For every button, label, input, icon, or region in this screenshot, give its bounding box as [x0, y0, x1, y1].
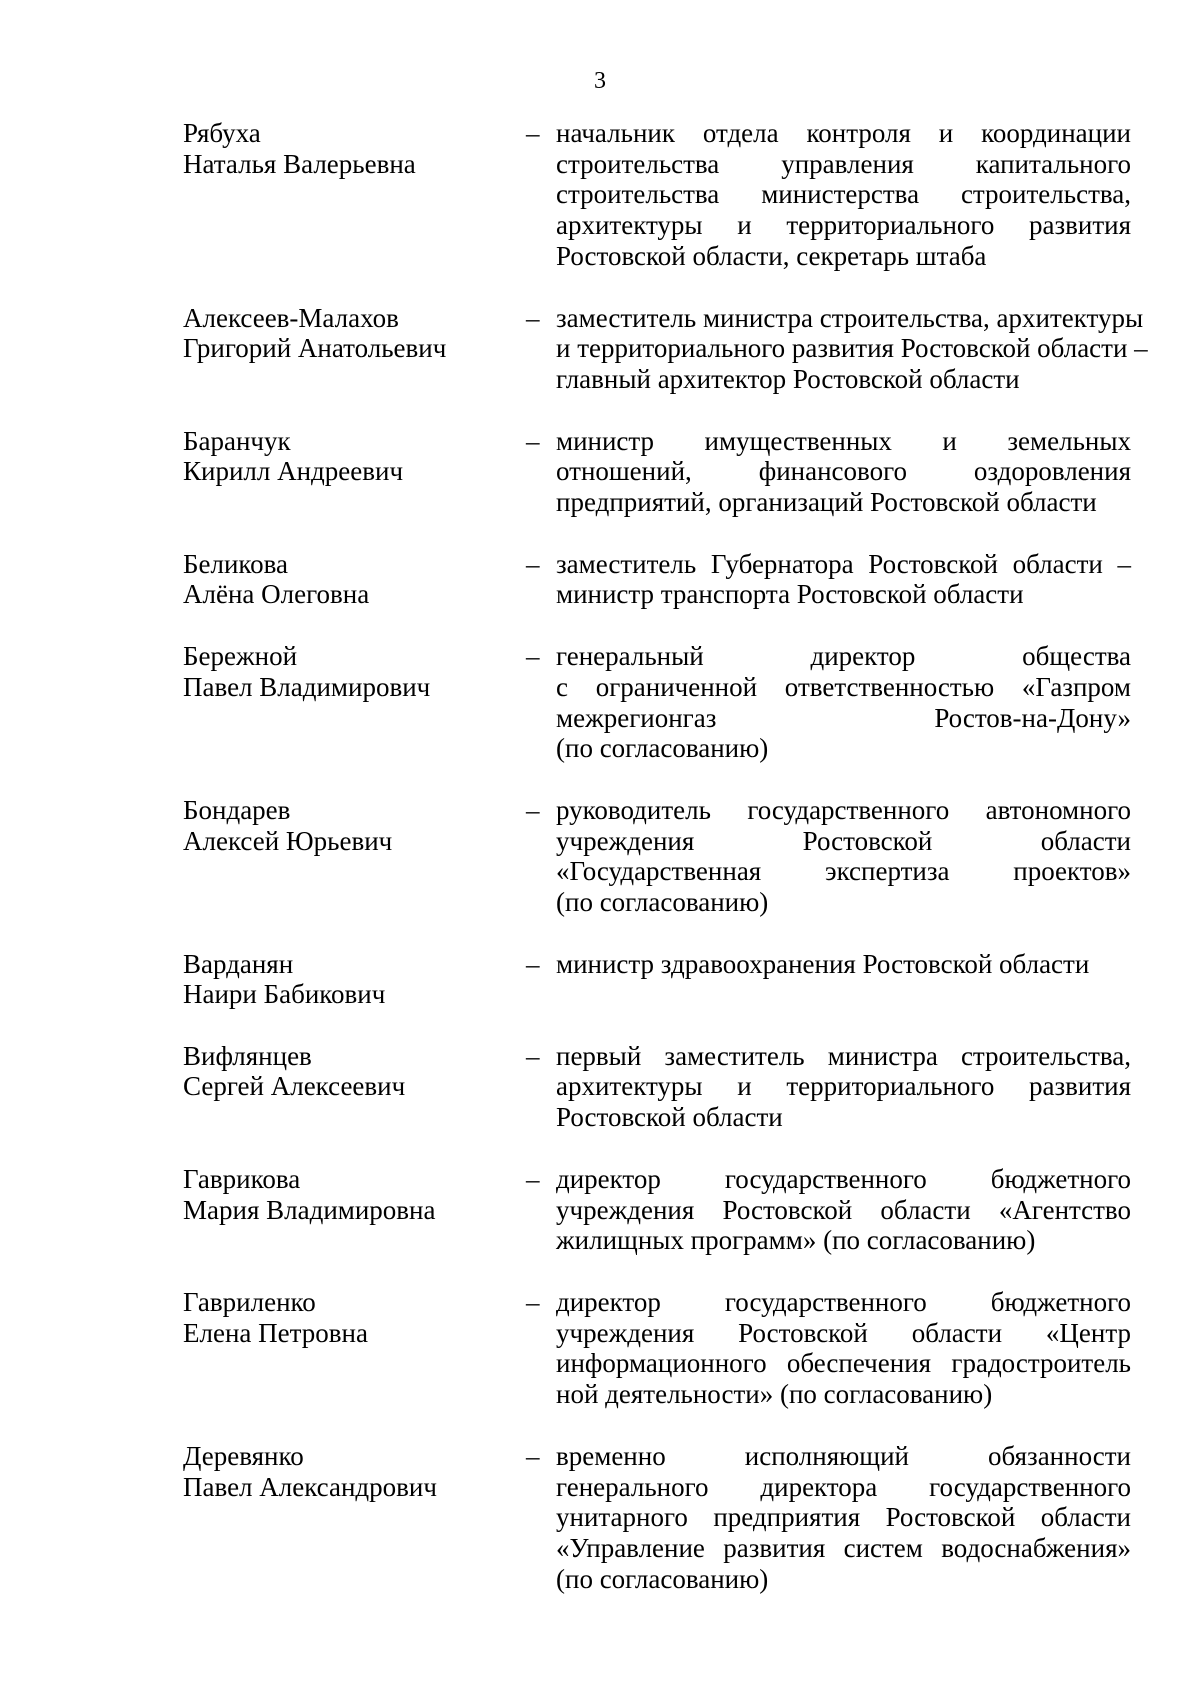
given-names: Павел Александрович	[183, 1471, 437, 1502]
description-line: заместитель министра строительства, архитектуры	[556, 302, 1144, 333]
description-line: строительства управления капитального	[556, 148, 1131, 179]
description-line: и территориального развития Ростовской области –	[556, 333, 1148, 364]
given-names: Наталья Валерьевна	[183, 148, 416, 179]
dash-separator: –	[526, 118, 540, 148]
description-line: (по согласованию)	[556, 887, 769, 918]
given-names: Сергей Алексеевич	[183, 1071, 406, 1102]
description-line: генеральный директор общества	[556, 641, 1131, 672]
staff-entry	[0, 1441, 1200, 1595]
dash-separator: –	[526, 948, 540, 979]
given-names: Елена Петровна	[183, 1317, 368, 1348]
page-number: 3	[594, 68, 606, 94]
description-line: строительства министерства строительства,	[556, 179, 1131, 210]
description-line: директор государственного бюджетного	[556, 1286, 1131, 1317]
position-description	[556, 302, 1148, 395]
description-line: руководитель государственного автономного	[556, 794, 1131, 825]
person-name	[183, 949, 503, 1010]
staff-entry	[0, 118, 1200, 272]
staff-entry	[0, 303, 1200, 395]
description-line: «Государственная экспертиза проектов»	[556, 856, 1131, 887]
given-names: Алёна Олеговна	[183, 579, 370, 610]
person-name	[183, 303, 503, 364]
description-line: учреждения Ростовской области	[556, 825, 1131, 856]
dash-separator: –	[526, 1040, 540, 1071]
description-line: Ростовской области	[556, 1102, 783, 1133]
dash-separator: –	[526, 794, 540, 825]
position-description	[556, 118, 1131, 272]
surname: Баранчук	[183, 425, 291, 456]
surname: Варданян	[183, 948, 294, 979]
staff-entry	[0, 949, 1200, 1010]
person-name	[183, 1287, 503, 1348]
position-description	[556, 641, 1131, 764]
description-line: «Управление развития систем водоснабжения»	[556, 1532, 1131, 1563]
dash-separator: –	[526, 548, 540, 579]
description-line: с ограниченной ответственностью «Газпром	[556, 671, 1131, 702]
staff-entry	[0, 549, 1200, 610]
dash-separator: –	[526, 302, 540, 333]
person-name	[183, 1041, 503, 1102]
position-description	[556, 1164, 1131, 1256]
staff-entry	[0, 795, 1200, 918]
person-name	[183, 795, 503, 856]
staff-entry	[0, 1041, 1200, 1133]
staff-member-list	[0, 118, 1200, 1625]
dash-separator: –	[526, 1286, 540, 1317]
position-description	[556, 1441, 1131, 1595]
description-line: заместитель Губернатора Ростовской области –	[556, 548, 1131, 579]
description-line: министр имущественных и земельных	[556, 425, 1131, 456]
position-description	[556, 426, 1131, 518]
surname: Беликова	[183, 548, 289, 579]
given-names: Кирилл Андреевич	[183, 456, 404, 487]
description-line: ной деятельности» (по согласованию)	[556, 1379, 993, 1410]
person-name	[183, 426, 503, 487]
person-name	[183, 549, 503, 610]
description-line: министр транспорта Ростовской области	[556, 579, 1024, 610]
position-description	[556, 549, 1131, 610]
given-names: Григорий Анатольевич	[183, 333, 447, 364]
dash-separator: –	[526, 425, 540, 456]
description-line: архитектуры и территориального развития	[556, 210, 1131, 241]
position-description	[556, 949, 1131, 980]
person-name	[183, 641, 503, 702]
description-line: директор государственного бюджетного	[556, 1163, 1131, 1194]
position-description	[556, 1287, 1131, 1410]
dash-separator: –	[526, 641, 540, 672]
surname: Рябуха	[183, 118, 261, 148]
description-line: межрегионгаз Ростов-на-Дону»	[556, 702, 1131, 733]
person-name	[183, 118, 503, 179]
description-line: (по согласованию)	[556, 1563, 769, 1594]
position-description	[556, 795, 1131, 918]
description-line: информационного обеспечения градостроитель	[556, 1348, 1131, 1379]
surname: Бондарев	[183, 794, 291, 825]
given-names: Наири Бабикович	[183, 979, 386, 1010]
person-name	[183, 1441, 503, 1502]
person-name	[183, 1164, 503, 1225]
staff-entry	[0, 641, 1200, 764]
description-line: Ростовской области, секретарь штаба	[556, 240, 987, 271]
given-names: Мария Владимировна	[183, 1194, 436, 1225]
surname: Гавриленко	[183, 1286, 316, 1317]
surname: Бережной	[183, 641, 298, 672]
position-description	[556, 1041, 1131, 1133]
description-line: генерального директора государственного	[556, 1471, 1131, 1502]
staff-entry	[0, 426, 1200, 518]
description-line: министр здравоохранения Ростовской области	[556, 948, 1090, 979]
surname: Вифлянцев	[183, 1040, 312, 1071]
description-line: начальник отдела контроля и координации	[556, 118, 1131, 148]
description-line: (по согласованию)	[556, 733, 769, 764]
surname: Алексеев-Малахов	[183, 302, 399, 333]
staff-entry	[0, 1287, 1200, 1410]
surname: Деревянко	[183, 1440, 304, 1471]
description-line: учреждения Ростовской области «Агентство	[556, 1194, 1131, 1225]
description-line: учреждения Ростовской области «Центр	[556, 1317, 1131, 1348]
description-line: предприятий, организаций Ростовской области	[556, 487, 1097, 518]
given-names: Алексей Юрьевич	[183, 825, 393, 856]
description-line: главный архитектор Ростовской области	[556, 363, 1020, 394]
dash-separator: –	[526, 1163, 540, 1194]
description-line: унитарного предприятия Ростовской области	[556, 1502, 1131, 1533]
staff-entry	[0, 1164, 1200, 1256]
description-line: первый заместитель министра строительства,	[556, 1040, 1131, 1071]
description-line: архитектуры и территориального развития	[556, 1071, 1131, 1102]
given-names: Павел Владимирович	[183, 671, 431, 702]
surname: Гаврикова	[183, 1163, 301, 1194]
dash-separator: –	[526, 1440, 540, 1471]
description-line: отношений, финансового оздоровления	[556, 456, 1131, 487]
description-line: временно исполняющий обязанности	[556, 1440, 1131, 1471]
description-line: жилищных программ» (по согласованию)	[556, 1225, 1036, 1256]
